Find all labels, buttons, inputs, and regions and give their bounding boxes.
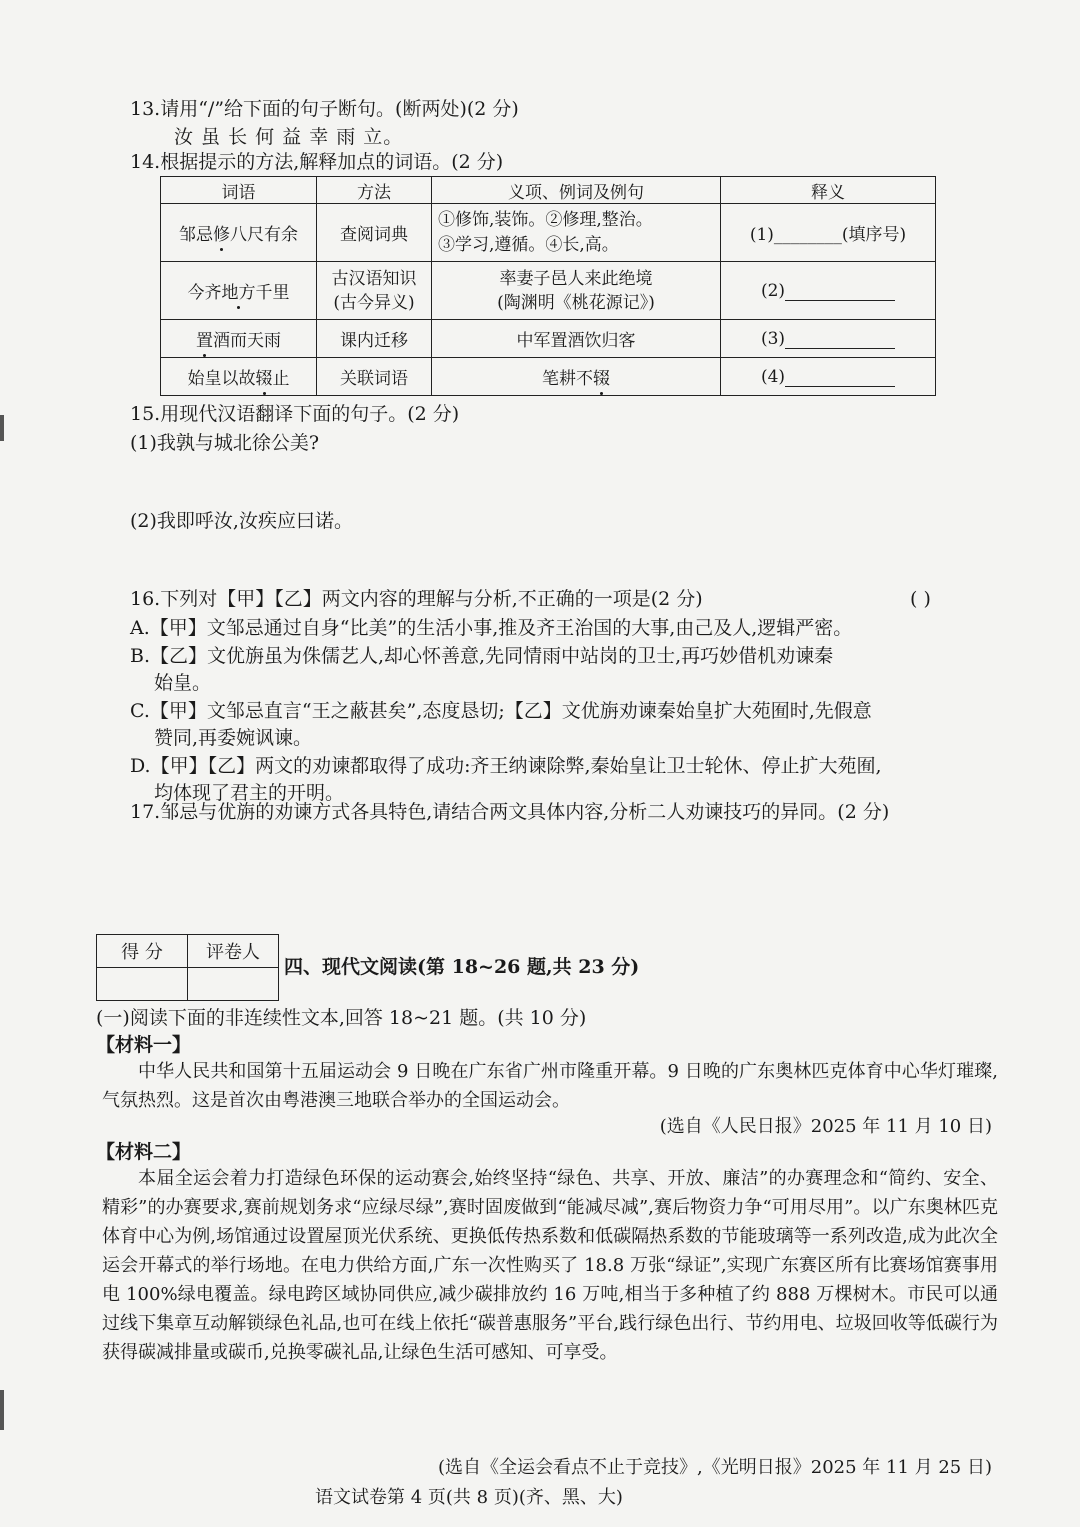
table-header-row bbox=[161, 177, 936, 204]
q17-prompt: 17.邹忌与优旃的劝谏方式各具特色,请结合两文具体内容,分析二人劝谏技巧的异同。(2 分) bbox=[130, 801, 890, 823]
q15-sentence-1: (1)我孰与城北徐公美? bbox=[130, 432, 320, 454]
q16-option-d-line1: D.【甲】【乙】两文的劝谏都取得了成功:齐王纳谏除弊,秦始皇让卫士轮休、停止扩大苑囿, bbox=[130, 755, 882, 777]
table-row bbox=[161, 320, 936, 358]
q16-option-b-line2: 始皇。 bbox=[154, 672, 212, 694]
section4-title: 四、现代文阅读(第 18~26 题,共 23 分) bbox=[284, 956, 640, 978]
q14-prompt: 14.根据提示的方法,解释加点的词语。(2 分) bbox=[130, 151, 504, 173]
word-cell: 今齐地方千里 bbox=[161, 262, 317, 320]
method-cell: 课内迁移 bbox=[317, 320, 432, 358]
page-footer: 语文试卷第 4 页(共 8 页)(齐、黑、大) bbox=[315, 1487, 623, 1508]
section4-subtitle: (一)阅读下面的非连续性文本,回答 18~21 题。(共 10 分) bbox=[96, 1007, 587, 1029]
example-cell: 笔耕不辍 bbox=[432, 358, 721, 396]
q14-table bbox=[160, 176, 936, 396]
q16-option-a: A.【甲】文邹忌通过自身“比美”的生活小事,推及齐王治国的大事,由己及人,逻辑严密。 bbox=[130, 617, 853, 639]
material2-label: 【材料二】 bbox=[96, 1141, 192, 1163]
material1-text: 中华人民共和国第十五届运动会 9 日晚在广东省广州市隆重开幕。9 日晚的广东奥林匹克体育中心华灯璀璨,气氛热烈。这是首次由粤港澳三地联合举办的全国运动会。 bbox=[102, 1061, 998, 1111]
table-row bbox=[161, 262, 936, 320]
material1-source: (选自《人民日报》2025 年 11 月 10 日) bbox=[659, 1116, 992, 1137]
table-row bbox=[161, 358, 936, 396]
col-header-method: 方法 bbox=[317, 177, 432, 204]
answer-cell[interactable]: (4) bbox=[721, 358, 936, 396]
material1-label: 【材料一】 bbox=[96, 1034, 192, 1056]
q13-prompt: 13.请用“/”给下面的句子断句。(断两处)(2 分) bbox=[130, 98, 519, 120]
scan-edge-mark bbox=[0, 1390, 4, 1430]
score-box bbox=[96, 934, 279, 1001]
score-field[interactable] bbox=[97, 968, 188, 1001]
table-row bbox=[161, 204, 936, 262]
col-header-meaning: 释义 bbox=[721, 177, 936, 204]
grader-label: 评卷人 bbox=[188, 935, 279, 968]
word-cell: 邹忌修八尺有余 bbox=[161, 204, 317, 262]
example-cell: ①修饰,装饰。②修理,整治。 ③学习,遵循。④长,高。 bbox=[432, 204, 721, 262]
col-header-word: 词语 bbox=[161, 177, 317, 204]
q15-sentence-2: (2)我即呼汝,汝疾应曰诺。 bbox=[130, 510, 353, 532]
grader-field[interactable] bbox=[188, 968, 279, 1001]
q16-option-d-line2: 均体现了君主的开明。 bbox=[154, 782, 345, 804]
material2-source: (选自《全运会看点不止于竞技》,《光明日报》2025 年 11 月 25 日) bbox=[438, 1457, 992, 1478]
example-cell: 率妻子邑人来此绝境 (陶渊明《桃花源记》) bbox=[432, 262, 721, 320]
answer-cell[interactable]: (2) bbox=[721, 262, 936, 320]
score-label: 得 分 bbox=[97, 935, 188, 968]
method-cell: 古汉语知识 (古今异义) bbox=[317, 262, 432, 320]
word-cell: 始皇以故辍止 bbox=[161, 358, 317, 396]
q16-prompt: 16.下列对【甲】【乙】两文内容的理解与分析,不正确的一项是(2 分) bbox=[130, 588, 703, 610]
method-cell: 查阅词典 bbox=[317, 204, 432, 262]
word-cell: 置酒而天雨 bbox=[161, 320, 317, 358]
scan-edge-mark bbox=[0, 415, 4, 441]
q16-option-c-line1: C.【甲】文邹忌直言“王之蔽甚矣”,态度恳切;【乙】文优旃劝谏秦始皇扩大苑囿时,先假意 bbox=[130, 700, 872, 722]
q15-prompt: 15.用现代汉语翻译下面的句子。(2 分) bbox=[130, 403, 460, 425]
answer-cell[interactable]: (3) bbox=[721, 320, 936, 358]
material2-text: 本届全运会着力打造绿色环保的运动赛会,始终坚持“绿色、共享、开放、廉洁”的办赛理念和“简约、安全、精彩”的办赛要求,赛前规划务求“应绿尽绿”,赛时固废做到“能减尽减”,赛后物资力争“可用尽用”。以广东奥林匹克体育中心为例,场馆通过设置屋顶光伏系统、更换低传热系数和低碳隔热系数的节能玻璃等一系列改造,成为此次全运会开幕式的举行场地。在电力供给方面,广东一次性购买了 18.8 万张“绿证”,实现广东赛区所有比赛场馆赛事用电 100%绿电覆盖。绿电跨区域协同供应,减少碳排放约 16 万吨,相当于多种植了约 888 万棵树木。市民可以通过线下集章互动解锁绿色礼品,也可在线上依托“碳普惠服务”平台,践行绿色出行、节约用电、垃圾回收等低碳行为获得碳减排量或碳币,兑换零碳礼品,让绿色生活可感知、可享受。 bbox=[102, 1168, 998, 1363]
q16-option-c-line2: 赞同,再委婉讽谏。 bbox=[154, 727, 313, 749]
example-cell: 中军置酒饮归客 bbox=[432, 320, 721, 358]
answer-cell[interactable]: (1)________(填序号) bbox=[721, 204, 936, 262]
col-header-example: 义项、例词及例句 bbox=[432, 177, 721, 204]
q16-answer-bracket[interactable]: ( ) bbox=[910, 588, 931, 610]
method-cell: 关联词语 bbox=[317, 358, 432, 396]
q16-option-b-line1: B.【乙】文优旃虽为侏儒艺人,却心怀善意,先同情雨中站岗的卫士,再巧妙借机劝谏秦 bbox=[130, 645, 834, 667]
q13-sentence: 汝 虽 长 何 益 幸 雨 立。 bbox=[174, 126, 404, 148]
